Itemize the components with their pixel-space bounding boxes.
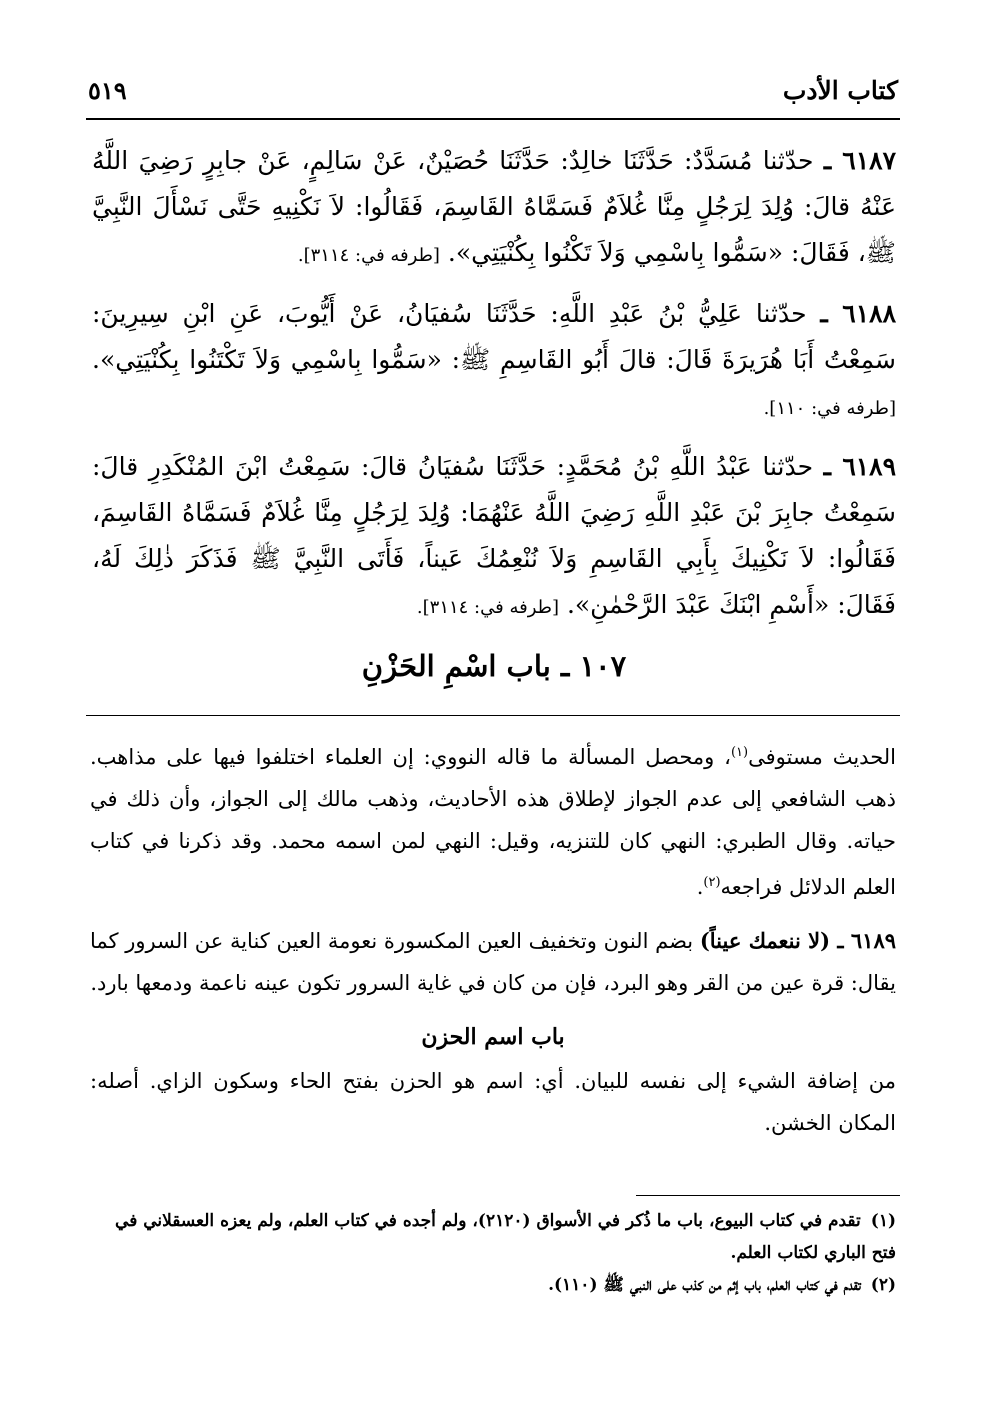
hadith-text: حدّثنا عَبْدُ اللَّهِ بْنُ مُحَمَّدٍ: حَدَّثَنَا سُفيَانُ قالَ: سَمِعْتُ ابْنَ المُنْكَدِرِ قالَ: سَمِعْتُ جابِرَ بْنَ عَبْدِ اللَّهِ رَضِيَ اللَّهُ عَنْهُمَا: وُلِدَ لِرَجُلٍ مِنَّا غُلاَمٌ فَسَمَّاهُ القَاسِمَ، فَقَالُوا: لاَ نَكْنِيكَ بِأَبِي القَاسِمِ وَلاَ نُنْعِمُكَ عَيناً، فَأَتَى النَّبِيَّ ﷺ فَذَكَرَ ذٰلِكَ لَهُ، فَقَالَ: «أَسْمِ ابْنَكَ عَبْدَ الرَّحْمٰنِ». bbox=[92, 452, 896, 619]
commentary-subtitle: باب اسم الحزن bbox=[421, 1024, 565, 1050]
footnote-rule bbox=[636, 1195, 900, 1196]
footnote-mark: (٢) bbox=[870, 1275, 896, 1295]
commentary-rule bbox=[86, 715, 900, 716]
hadith-number: ٦١٨٧ ـ bbox=[823, 146, 897, 175]
commentary-text: . bbox=[696, 875, 704, 899]
page-number: ٥١٩ bbox=[88, 76, 127, 105]
hadith-ref: [طرفه في: ٣١١٤]. bbox=[416, 597, 559, 618]
chapter-title: كتاب الأدب bbox=[782, 76, 898, 105]
section-title: ١٠٧ ـ باب اسْمِ الحَزْنِ bbox=[361, 649, 627, 683]
hadith-ref: [طرفه في: ١١٠]. bbox=[763, 398, 896, 419]
footnote-text: تقدم في كتاب العلم، باب إثم من كذب على النبي ﷺ (١١٠). bbox=[548, 1275, 861, 1295]
commentary-lemma: ٦١٨٩ ـ (لا ننعمك عيناً) bbox=[699, 928, 897, 953]
commentary-text: بضم النون وتخفيف العين المكسورة نعومة العين كناية عن السرور كما يقال: قرة عين من القر وهو البرد، فإن من كان في غاية السرور تكون عينه ناعمة ودمعها بارد. bbox=[90, 929, 896, 995]
footnote bbox=[90, 1269, 896, 1301]
footnote bbox=[90, 1205, 896, 1269]
footnote-text: تقدم في كتاب البيوع، باب ما ذُكر في الأسواق (٢١٢٠)، ولم أجده في كتاب العلم، ولم يعزه العسقلاني في فتح الباري لكتاب العلم. bbox=[115, 1211, 896, 1263]
commentary bbox=[90, 732, 896, 1156]
header-rule bbox=[86, 118, 900, 120]
commentary-paragraph: من إضافة الشيء إلى نفسه للبيان. أي: اسم هو الحزن بفتح الحاء وسكون الزاي. أصله: المكان الخشن. bbox=[90, 1069, 896, 1135]
hadith-text: حدّثنا عَلِيُّ بْنُ عَبْدِ اللَّهِ: حَدَّثَنَا سُفيَانُ، عَنْ أَيُّوبَ، عَنِ ابْنِ سِيرِينَ: سَمِعْتُ أَبَا هُرَيرَةَ قَالَ: قالَ أَبُو القَاسِمِ ﷺ: «سَمُّوا بِاسْمِي وَلاَ تَكْتَنُوا بِكُنْيَتِي». bbox=[92, 299, 896, 374]
commentary-text: ، ومحصل المسألة ما قاله النووي: إن العلماء اختلفوا فيها على مذاهب. ذهب الشافعي إلى عدم الجواز لإطلاق هذه الأحاديث، وذهب مالك إلى الجواز، وأن ذلك في حياته. وقال الطبري: النهي كان للتنزيه، وقيل: النهي لمن اسمه محمد. وقد ذكرنا في كتاب العلم الدلائل فراجعه bbox=[90, 745, 896, 899]
commentary-paragraph bbox=[90, 732, 896, 908]
hadith-text: حدّثنا مُسَدَّدٌ: حَدَّثَنَا خالِدٌ: حَدَّثَنَا حُصَيْنٌ، عَنْ سَالِمٍ، عَنْ جابِرٍ رَضِيَ اللَّهُ عَنْهُ قالَ: وُلِدَ لِرَجُلٍ مِنَّا غُلاَمٌ فَسَمَّاهُ القَاسِمَ، فَقَالُوا: لاَ نَكْنِيهِ حَتَّى نَسْأَلَ النَّبِيَّ ﷺ، فَقَالَ: «سَمُّوا بِاسْمِي وَلاَ تَكْنُوا بِكُنْيَتِي». bbox=[92, 146, 896, 267]
footnote-ref[interactable]: (٢) bbox=[703, 875, 721, 890]
commentary-text: الحديث مستوفى bbox=[748, 745, 896, 769]
footnotes bbox=[90, 1205, 896, 1301]
footnote-ref[interactable]: (١) bbox=[730, 745, 749, 760]
hadith-section bbox=[92, 138, 896, 683]
hadith-6188 bbox=[92, 291, 896, 432]
hadith-ref: [طرفه في: ٣١١٤]. bbox=[297, 245, 440, 266]
commentary-paragraph bbox=[90, 920, 896, 1004]
footnote-mark: (١) bbox=[870, 1211, 896, 1231]
hadith-6187 bbox=[92, 138, 896, 279]
hadith-6189 bbox=[92, 444, 896, 631]
page-header bbox=[88, 70, 898, 110]
hadith-number: ٦١٨٨ ـ bbox=[820, 299, 897, 328]
hadith-number: ٦١٨٩ ـ bbox=[823, 452, 897, 481]
